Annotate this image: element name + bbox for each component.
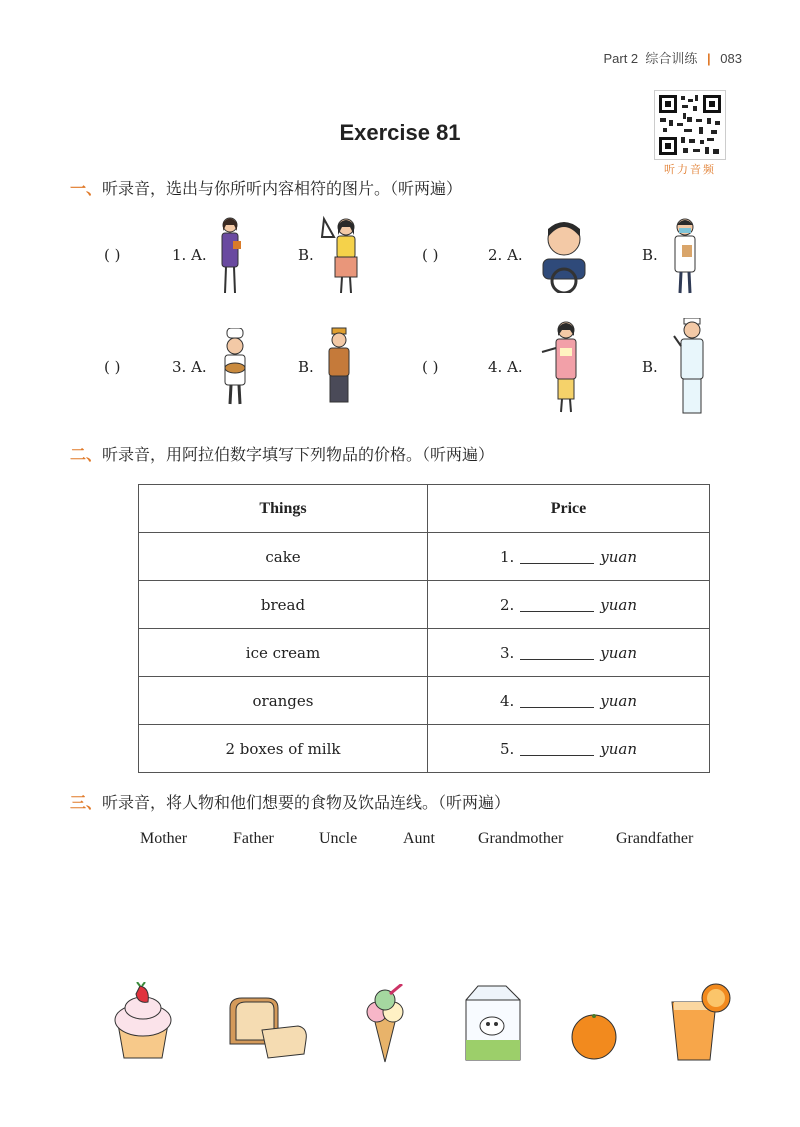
businesswoman-image[interactable] bbox=[214, 215, 246, 297]
row-number: 1. bbox=[499, 547, 515, 566]
price-blank[interactable] bbox=[520, 707, 594, 708]
answer-bracket[interactable]: ( ) bbox=[104, 358, 121, 376]
price-blank[interactable] bbox=[520, 659, 594, 660]
person-uncle[interactable]: Uncle bbox=[319, 830, 358, 847]
milk-box-image[interactable] bbox=[460, 982, 526, 1064]
table-row bbox=[139, 629, 710, 677]
answer-bracket[interactable]: ( ) bbox=[422, 246, 439, 264]
part-label: Part 2 bbox=[603, 51, 639, 66]
row-number: 4. bbox=[499, 691, 515, 710]
table-header-row bbox=[139, 485, 710, 533]
person-grandfather[interactable]: Grandfather bbox=[616, 830, 694, 847]
ice-cream-image[interactable] bbox=[360, 984, 410, 1064]
section1-instruction: 听录音，选出与你所听内容相符的图片。（听两遍） bbox=[102, 179, 463, 198]
thing-cell: 2 boxes of milk bbox=[139, 725, 428, 773]
thing-cell: bread bbox=[139, 581, 428, 629]
option-b-label: B. bbox=[298, 246, 314, 264]
price-cell[interactable] bbox=[428, 725, 710, 773]
unit-label: yuan bbox=[600, 739, 638, 758]
price-blank[interactable] bbox=[520, 611, 594, 612]
orange-image[interactable] bbox=[568, 1010, 620, 1062]
option-b-label: B. bbox=[642, 246, 658, 264]
section2-number: 二、 bbox=[70, 445, 103, 464]
thing-cell: cake bbox=[139, 533, 428, 581]
section1-number: 一、 bbox=[70, 179, 103, 198]
cook-image[interactable] bbox=[218, 328, 252, 408]
person-father[interactable]: Father bbox=[233, 830, 274, 847]
option-b-label: B. bbox=[642, 358, 658, 376]
doctor-image[interactable] bbox=[668, 215, 702, 297]
person-grandmother[interactable]: Grandmother bbox=[478, 830, 564, 847]
thing-cell: ice cream bbox=[139, 629, 428, 677]
section2-instruction: 听录音，用阿拉伯数字填写下列物品的价格。（听两遍） bbox=[102, 445, 495, 464]
section3-instruction: 听录音，将人物和他们想要的食物及饮品连线。（听两遍） bbox=[102, 793, 511, 812]
section3-number: 三、 bbox=[70, 793, 103, 812]
table-row bbox=[139, 533, 710, 581]
question-label: 2. A. bbox=[488, 246, 523, 264]
section2-heading bbox=[70, 442, 494, 465]
price-cell[interactable] bbox=[428, 581, 710, 629]
person-mother[interactable]: Mother bbox=[140, 830, 188, 847]
question-label: 1. A. bbox=[172, 246, 207, 264]
orange-juice-image[interactable] bbox=[666, 980, 736, 1064]
teacher-image[interactable] bbox=[320, 215, 364, 297]
worker-image[interactable] bbox=[322, 326, 356, 408]
person-aunt[interactable]: Aunt bbox=[403, 830, 435, 847]
price-cell[interactable] bbox=[428, 677, 710, 725]
page-header bbox=[603, 48, 742, 67]
question-label: 3. A. bbox=[172, 358, 207, 376]
bread-image[interactable] bbox=[226, 996, 310, 1064]
unit-label: yuan bbox=[600, 643, 638, 662]
unit-label: yuan bbox=[600, 595, 638, 614]
price-blank[interactable] bbox=[520, 755, 594, 756]
section1-heading bbox=[70, 176, 462, 199]
price-blank[interactable] bbox=[520, 563, 594, 564]
row-number: 2. bbox=[499, 595, 515, 614]
header-things: Things bbox=[139, 485, 428, 533]
page-number: 083 bbox=[720, 51, 742, 66]
section3-heading bbox=[70, 790, 510, 813]
shop-assistant-image[interactable] bbox=[540, 318, 586, 414]
table-row bbox=[139, 677, 710, 725]
price-cell[interactable] bbox=[428, 629, 710, 677]
header-price: Price bbox=[428, 485, 710, 533]
unit-label: yuan bbox=[600, 547, 638, 566]
driver-image[interactable] bbox=[535, 215, 593, 293]
price-cell[interactable] bbox=[428, 533, 710, 581]
qr-caption: 听力音频 bbox=[664, 163, 716, 176]
option-b-label: B. bbox=[298, 358, 314, 376]
row-number: 3. bbox=[499, 643, 515, 662]
cupcake-image[interactable] bbox=[110, 982, 176, 1062]
page-title: Exercise 81 bbox=[339, 120, 461, 145]
row-number: 5. bbox=[499, 739, 515, 758]
answer-bracket[interactable]: ( ) bbox=[104, 246, 121, 264]
nurse-image[interactable] bbox=[672, 318, 712, 418]
table-row bbox=[139, 725, 710, 773]
table-row bbox=[139, 581, 710, 629]
header-divider: | bbox=[707, 51, 711, 66]
answer-bracket[interactable]: ( ) bbox=[422, 358, 439, 376]
section-label: 综合训练 bbox=[645, 51, 698, 66]
question-label: 4. A. bbox=[488, 358, 523, 376]
thing-cell: oranges bbox=[139, 677, 428, 725]
price-table bbox=[138, 484, 710, 773]
unit-label: yuan bbox=[600, 691, 638, 710]
